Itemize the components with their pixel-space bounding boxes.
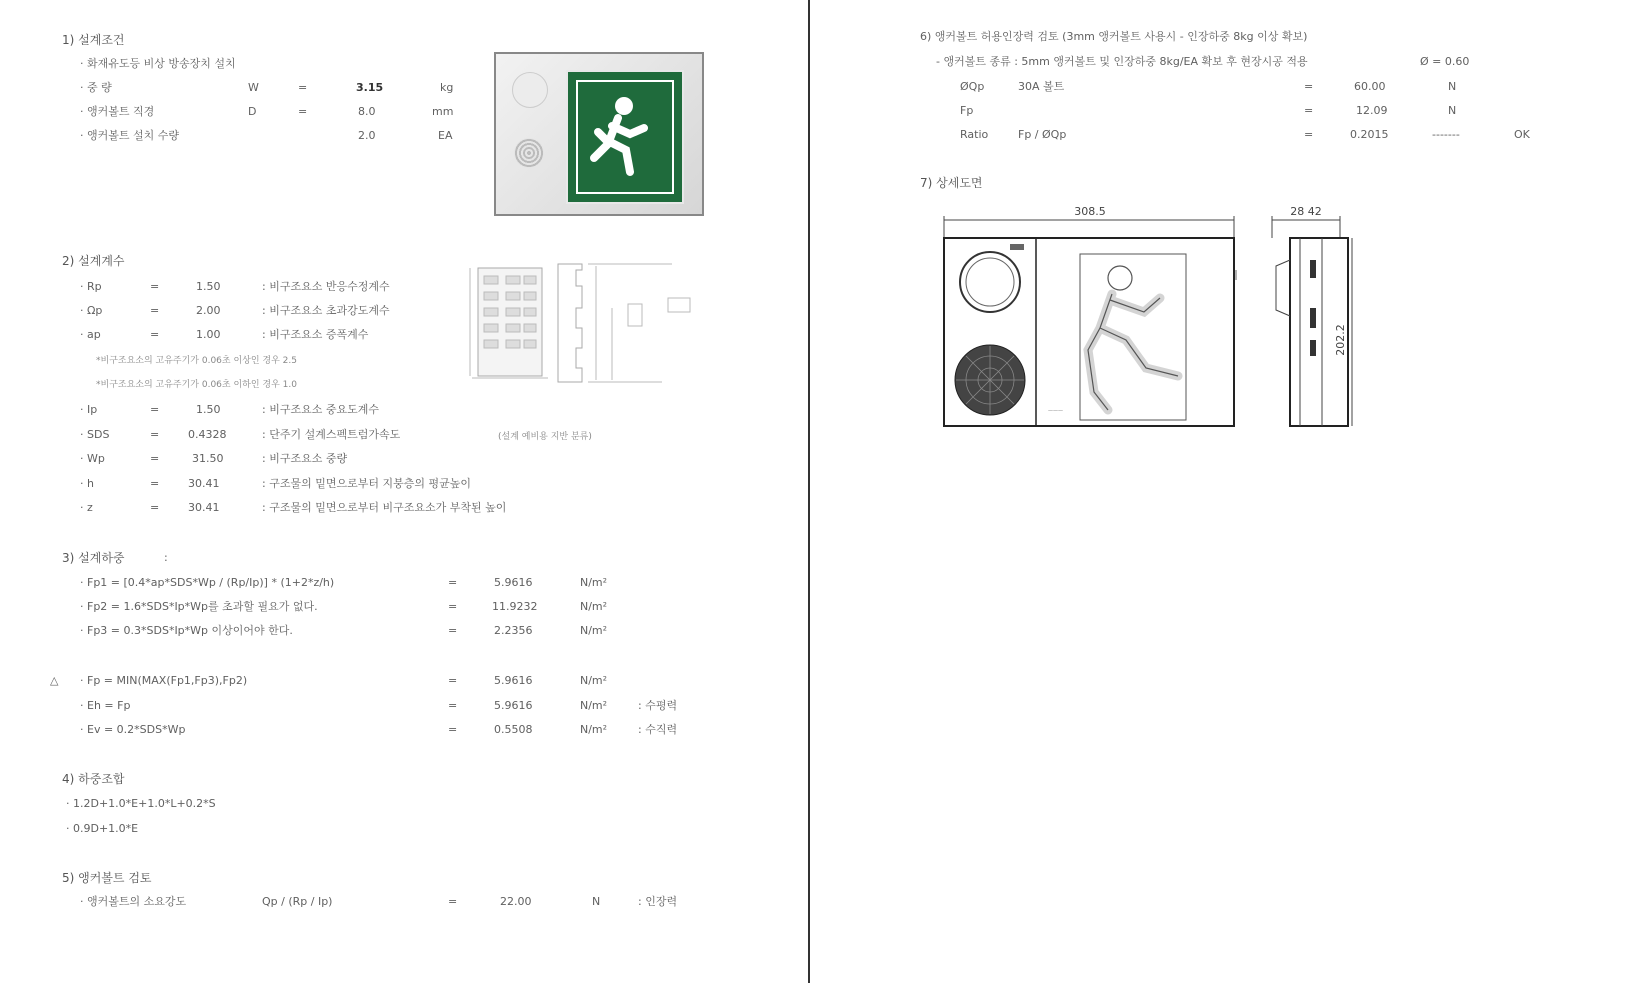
load-fp3-value: 2.2356: [494, 624, 533, 637]
diameter-unit: mm: [432, 105, 454, 118]
coef-ip-eq: =: [150, 403, 160, 416]
exit-sign-icon: [566, 70, 684, 204]
load-fp3-label: · Fp3 = 0.3*SDS*Ip*Wp 이상이어야 한다.: [80, 624, 293, 637]
load-fp1-unit: N/m²: [580, 576, 608, 589]
coef-h-value: 30.41: [188, 477, 220, 490]
weight-value: 3.15: [356, 81, 384, 94]
load-fp-label: · Fp = MIN(MAX(Fp1,Fp3),Fp2): [80, 674, 248, 687]
dim-width-label: 308.5: [1074, 205, 1106, 218]
dim-depth-label: 28 42: [1290, 205, 1322, 218]
section6-heading: 6) 앵커볼트 허용인장력 검토 (3mm 앵커볼트 사용시 - 인장하중 8kg 이상 확보): [920, 30, 1308, 43]
weight-label: · 중 량: [80, 81, 112, 94]
allow-qp-eq: =: [1304, 80, 1314, 93]
load-fp1-value: 5.9616: [494, 576, 533, 589]
bolt-count-label: · 앵커볼트 설치 수량: [80, 129, 179, 142]
speaker-grille-icon: [514, 138, 544, 168]
allow-qp-value: 60.00: [1354, 80, 1386, 93]
exit-sign-photo: [494, 52, 704, 216]
revision-mark: △: [50, 674, 59, 687]
ratio-label: Ratio: [960, 128, 989, 141]
ap-note-1: *비구조요소의 고유주기가 0.06초 이상인 경우 2.5: [96, 356, 297, 366]
ap-note-2: *비구조요소의 고유주기가 0.06초 이하인 경우 1.0: [96, 380, 297, 390]
coef-z-eq: =: [150, 501, 160, 514]
allow-qp-desc: 30A 볼트: [1018, 80, 1065, 93]
load-combo-2: · 0.9D+1.0*E: [66, 822, 139, 835]
required-strength-unit: N: [592, 895, 601, 908]
coef-omega-desc: : 비구조요소 초과강도계수: [262, 304, 390, 317]
load-fp-value: 5.9616: [494, 674, 533, 687]
coef-sds-eq: =: [150, 428, 160, 441]
allow-fp-value: 12.09: [1356, 104, 1388, 117]
load-fp1-eq: =: [448, 576, 458, 589]
load-fp-eq: =: [448, 674, 458, 687]
load-fp1-label: · Fp1 = [0.4*ap*SDS*Wp / (Rp/Ip)] * (1+2*z/h): [80, 576, 335, 589]
coef-ap-desc: : 비구조요소 증폭계수: [262, 328, 369, 341]
load-eh-eq: =: [448, 699, 458, 712]
condition-row: · 화재유도등 비상 방송장치 설치: [80, 57, 236, 70]
detail-drawing: [940, 200, 1360, 436]
diameter-value: 8.0: [358, 105, 376, 118]
coef-z-desc: : 구조물의 밑면으로부터 비구조요소가 부착된 높이: [262, 501, 507, 514]
coef-ap-eq: =: [150, 328, 160, 341]
load-fp3-eq: =: [448, 624, 458, 637]
coef-rp-label: · Rp: [80, 280, 102, 293]
diameter-eq: =: [298, 105, 308, 118]
allow-qp-label: ØQp: [960, 80, 985, 93]
bolt-count-value: 2.0: [358, 129, 376, 142]
speaker-icon: [512, 72, 548, 108]
section2-heading: 2) 설계계수: [62, 254, 125, 268]
running-man-icon: [568, 72, 682, 202]
required-strength-eq: =: [448, 895, 458, 908]
coef-h-eq: =: [150, 477, 160, 490]
ratio-desc: Fp / ØQp: [1018, 128, 1067, 141]
section3-heading: 3) 설계하중: [62, 551, 125, 565]
section5-heading: 5) 앵커볼트 검토: [62, 871, 152, 885]
required-strength-value: 22.00: [500, 895, 532, 908]
svg-text:———: ———: [1048, 408, 1063, 414]
allow-qp-unit: N: [1448, 80, 1457, 93]
coef-wp-desc: : 비구조요소 중량: [262, 452, 348, 465]
coef-ip-value: 1.50: [196, 403, 221, 416]
coef-omega-label: · Ωp: [80, 304, 103, 317]
ratio-dashes: -------: [1432, 128, 1460, 141]
coef-wp-value: 31.50: [192, 452, 224, 465]
load-eh-note: : 수평력: [638, 699, 678, 712]
coef-sds-desc: : 단주기 설계스펙트럼가속도: [262, 428, 401, 441]
coef-omega-value: 2.00: [196, 304, 221, 317]
coef-z-value: 30.41: [188, 501, 220, 514]
coef-ap-value: 1.00: [196, 328, 221, 341]
coef-sds-label: · SDS: [80, 428, 110, 441]
diameter-symbol: D: [248, 105, 257, 118]
load-fp2-label: · Fp2 = 1.6*SDS*Ip*Wp를 초과할 필요가 없다.: [80, 600, 318, 613]
load-fp-unit: N/m²: [580, 674, 608, 687]
coef-omega-eq: =: [150, 304, 160, 317]
allow-fp-label: Fp: [960, 104, 974, 117]
coef-z-label: · z: [80, 501, 93, 514]
load-fp3-unit: N/m²: [580, 624, 608, 637]
section4-heading: 4) 하중조합: [62, 772, 125, 786]
section7-heading: 7) 상세도면: [920, 176, 983, 190]
building-elevation-diagram: [462, 258, 698, 388]
load-ev-label: · Ev = 0.2*SDS*Wp: [80, 723, 186, 736]
required-strength-note: : 인장력: [638, 895, 678, 908]
ratio-value: 0.2015: [1350, 128, 1389, 141]
anchor-type-note: - 앵커볼트 종류 : 5mm 앵커볼트 및 인장하중 8kg/EA 확보 후 현장시공 적용: [936, 55, 1308, 68]
allow-fp-unit: N: [1448, 104, 1457, 117]
weight-unit: kg: [440, 81, 454, 94]
load-ev-value: 0.5508: [494, 723, 533, 736]
coef-ap-label: · ap: [80, 328, 101, 341]
weight-eq: =: [298, 81, 308, 94]
coef-ip-label: · Ip: [80, 403, 98, 416]
load-ev-eq: =: [448, 723, 458, 736]
right-page: [810, 0, 1643, 983]
load-ev-unit: N/m²: [580, 723, 608, 736]
ratio-eq: =: [1304, 128, 1314, 141]
coef-rp-eq: =: [150, 280, 160, 293]
bolt-count-unit: EA: [438, 129, 453, 142]
load-eh-value: 5.9616: [494, 699, 533, 712]
coef-sds-value: 0.4328: [188, 428, 227, 441]
coef-ip-desc: : 비구조요소 중요도계수: [262, 403, 379, 416]
left-page: [0, 0, 808, 983]
load-eh-unit: N/m²: [580, 699, 608, 712]
coef-h-desc: : 구조물의 밑면으로부터 지붕층의 평균높이: [262, 477, 471, 490]
diameter-label: · 앵커볼트 직경: [80, 105, 155, 118]
load-combo-1: · 1.2D+1.0*E+1.0*L+0.2*S: [66, 797, 216, 810]
ratio-result: OK: [1514, 128, 1530, 141]
required-strength-label: · 앵커볼트의 소요강도: [80, 895, 187, 908]
coef-wp-label: · Wp: [80, 452, 105, 465]
load-fp2-value: 11.9232: [492, 600, 538, 613]
required-strength-formula: Qp / (Rp / Ip): [262, 895, 333, 908]
load-fp2-unit: N/m²: [580, 600, 608, 613]
phi-factor: Ø = 0.60: [1420, 55, 1470, 68]
dim-height-label: 202.2: [1334, 324, 1347, 356]
coef-h-label: · h: [80, 477, 94, 490]
load-fp2-eq: =: [448, 600, 458, 613]
coef-rp-value: 1.50: [196, 280, 221, 293]
section1-heading: 1) 설계조건: [62, 33, 125, 47]
allow-fp-eq: =: [1304, 104, 1314, 117]
load-ev-note: : 수직력: [638, 723, 678, 736]
weight-symbol: W: [248, 81, 259, 94]
load-eh-label: · Eh = Fp: [80, 699, 131, 712]
coef-rp-desc: : 비구조요소 반응수정계수: [262, 280, 390, 293]
coef-wp-eq: =: [150, 452, 160, 465]
coef-sds-extra: (설계 예비용 지반 분류): [498, 432, 592, 442]
section3-colon: :: [164, 551, 168, 564]
